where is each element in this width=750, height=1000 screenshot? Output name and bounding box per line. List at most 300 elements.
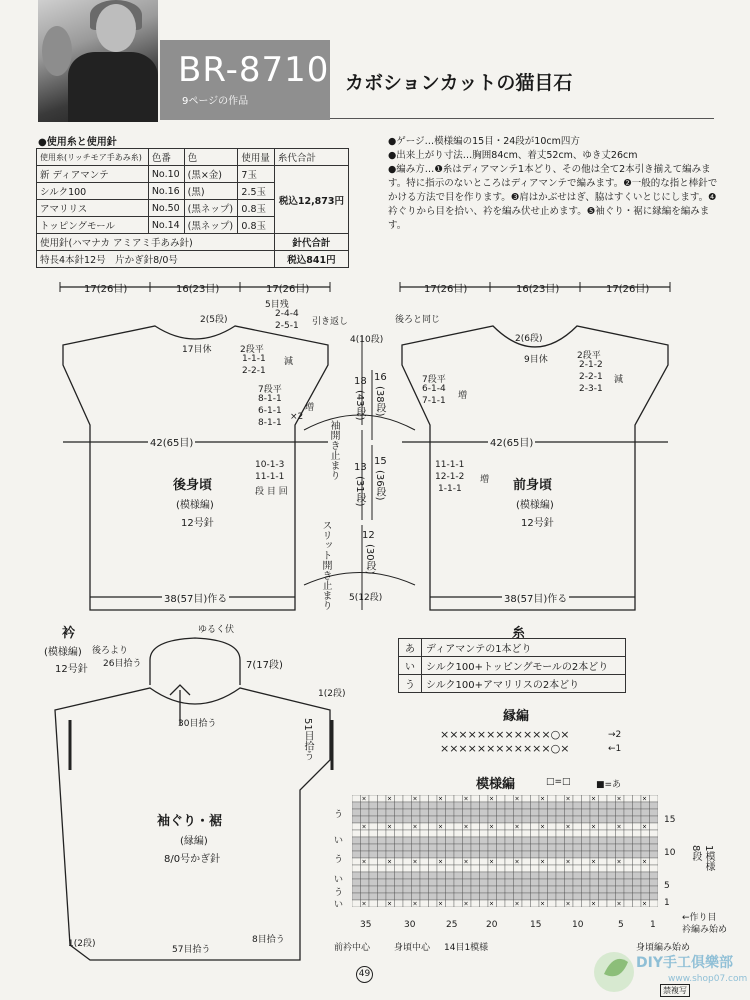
yarn-key-heading: 糸	[512, 626, 526, 641]
chart-cell	[420, 844, 429, 851]
chart-cell	[480, 816, 489, 823]
chart-cell	[446, 879, 455, 886]
chart-cell	[607, 809, 616, 816]
chart-cell	[497, 851, 506, 858]
back-inc-1: 7段平	[258, 385, 282, 395]
col-label-35: 35	[360, 920, 372, 930]
chart-cell	[573, 844, 582, 851]
chart-cell	[429, 795, 438, 802]
chart-cell	[403, 879, 412, 886]
chart-cell	[480, 865, 489, 872]
chart-cell	[437, 830, 446, 837]
chart-cell	[624, 802, 633, 809]
chart-cell	[361, 816, 370, 823]
chart-cell	[361, 809, 370, 816]
chart-cell	[607, 893, 616, 900]
chart-cell	[556, 844, 565, 851]
chart-cross-symbol: ×	[361, 900, 367, 907]
chart-cell	[548, 872, 557, 879]
chart-cell	[514, 879, 523, 886]
chart-cell	[395, 858, 404, 865]
chart-cell	[471, 816, 480, 823]
chart-cell	[599, 851, 608, 858]
chart-cross-symbol: ×	[540, 900, 546, 907]
chart-cell	[395, 837, 404, 844]
chart-cell	[480, 837, 489, 844]
chart-cell	[386, 893, 395, 900]
chart-cell	[573, 886, 582, 893]
chart-cell	[480, 893, 489, 900]
row-label-15: 15	[664, 815, 676, 825]
chart-cell	[352, 802, 361, 809]
chart-cell	[420, 900, 429, 907]
chart-cell	[556, 886, 565, 893]
chart-cell	[505, 830, 514, 837]
chart-cell	[497, 886, 506, 893]
chart-cell	[429, 823, 438, 830]
chart-cell	[573, 851, 582, 858]
back-neck-dec-3: 2-2-1	[242, 366, 266, 376]
chart-cell	[369, 823, 378, 830]
chart-cell	[369, 900, 378, 907]
chart-cell	[573, 809, 582, 816]
chart-cell	[641, 879, 650, 886]
chart-cell	[352, 837, 361, 844]
chart-cross-symbol: ×	[489, 858, 495, 866]
chart-cell	[463, 886, 472, 893]
yarn-amount: 0.8玉	[238, 217, 274, 234]
chart-cell	[463, 802, 472, 809]
front-inc-1: 7段平	[422, 375, 446, 385]
chart-cell	[497, 823, 506, 830]
chart-cell	[471, 900, 480, 907]
yarn-name: シルク100	[37, 183, 149, 200]
front-collar-center: 前衿中心	[334, 943, 371, 953]
chart-cell	[514, 851, 523, 858]
chart-cell	[531, 900, 540, 907]
chart-cell	[361, 830, 370, 837]
chart-cell	[454, 879, 463, 886]
chart-cell	[352, 823, 361, 830]
back-dec-label: 減	[284, 357, 294, 367]
chart-cell	[446, 830, 455, 837]
chart-cell	[361, 837, 370, 844]
chart-cell	[565, 893, 574, 900]
chart-cell	[607, 830, 616, 837]
chart-cell	[565, 844, 574, 851]
chart-cell	[522, 809, 531, 816]
chart-cross-symbol: ×	[438, 858, 444, 866]
chart-cell	[531, 823, 540, 830]
chart-cell	[505, 851, 514, 858]
chart-cell	[420, 823, 429, 830]
chart-cell	[641, 865, 650, 872]
chart-cell	[616, 851, 625, 858]
chart-cell	[480, 830, 489, 837]
chart-cell	[437, 844, 446, 851]
chart-cell	[505, 893, 514, 900]
chart-cell	[590, 816, 599, 823]
chart-cell	[429, 900, 438, 907]
chart-cell	[412, 886, 421, 893]
front-neck-center: 9目休	[524, 355, 548, 365]
front-dim-left: 17(26目)	[424, 284, 468, 295]
chart-cell	[531, 865, 540, 872]
chart-cell	[599, 809, 608, 816]
chart-cell	[599, 823, 608, 830]
page-number: 49	[356, 966, 373, 983]
back-neck-dec-2: 1-1-1	[242, 354, 266, 364]
chart-cell	[395, 795, 404, 802]
chart-cross-symbol: ×	[412, 858, 418, 866]
back-dim-left: 17(26目)	[84, 284, 128, 295]
chart-cross-symbol: ×	[412, 823, 418, 831]
chart-cell	[497, 802, 506, 809]
chart-cross-symbol: ×	[361, 858, 367, 866]
chart-cell	[565, 851, 574, 858]
border-row-2: ××××××××××××○×	[440, 728, 570, 741]
chart-cell	[633, 858, 642, 865]
chart-cross-symbol: ×	[438, 900, 444, 907]
chart-cell	[429, 886, 438, 893]
front-neck-dec-2: 2-1-2	[579, 360, 603, 370]
chart-cell	[650, 802, 659, 809]
chart-cell	[488, 844, 497, 851]
chart-cell	[403, 872, 412, 879]
col-label-20: 20	[486, 920, 498, 930]
chart-cell	[565, 837, 574, 844]
chart-cell	[446, 823, 455, 830]
chart-cell	[429, 844, 438, 851]
chart-cell	[548, 879, 557, 886]
chart-cell	[480, 879, 489, 886]
chart-cell	[403, 816, 412, 823]
dim-16: 16	[374, 372, 387, 383]
chart-cell	[446, 837, 455, 844]
side-mark: い	[334, 836, 344, 846]
chart-cell	[361, 865, 370, 872]
chart-cell	[650, 900, 659, 907]
chart-cell	[531, 809, 540, 816]
chart-cell	[548, 900, 557, 907]
chart-cell	[514, 837, 523, 844]
chart-cell	[454, 858, 463, 865]
chart-cell	[633, 802, 642, 809]
chart-cell	[480, 872, 489, 879]
chart-cell	[624, 858, 633, 865]
chart-cell	[514, 872, 523, 879]
chart-cell	[471, 851, 480, 858]
yarn-key-mark: い	[399, 657, 422, 675]
chart-cell	[446, 816, 455, 823]
repeat-rows: 8段	[690, 845, 701, 862]
chart-cell	[599, 900, 608, 907]
chart-cell	[616, 837, 625, 844]
chart-cell	[539, 886, 548, 893]
pattern-legend-2: ■=あ	[596, 780, 622, 790]
chart-cell	[616, 879, 625, 886]
chart-cell	[582, 844, 591, 851]
chart-cell	[497, 795, 506, 802]
back-neck-dec-1: 2段平	[240, 345, 264, 355]
chart-cell	[607, 802, 616, 809]
chart-cell	[514, 865, 523, 872]
chart-cell	[556, 865, 565, 872]
chart-cell	[573, 872, 582, 879]
yarn-color: (黒×金)	[184, 166, 238, 183]
chart-cell	[463, 816, 472, 823]
front-cast-on: 38(57目)作る	[502, 590, 569, 605]
chart-cell	[412, 893, 421, 900]
chart-cell	[514, 802, 523, 809]
chart-cell	[599, 844, 608, 851]
side-mark: い	[334, 875, 344, 885]
chart-cell	[522, 844, 531, 851]
back-shoulder-dec-2: 2-5-1	[275, 321, 299, 331]
chart-cell	[463, 865, 472, 872]
chart-cell	[548, 809, 557, 816]
page-reference: 9ページの作品	[182, 96, 249, 107]
chart-cell	[471, 844, 480, 851]
chart-cell	[505, 844, 514, 851]
chart-cell	[590, 809, 599, 816]
note-body-start: 身頃編み始め	[636, 943, 691, 953]
front-dim-center: 16(23目)	[516, 284, 560, 295]
chart-cell	[437, 802, 446, 809]
chart-cell	[505, 795, 514, 802]
chart-cell	[548, 830, 557, 837]
chart-cell	[480, 795, 489, 802]
chart-cell	[522, 893, 531, 900]
body-center: 身頃中心	[394, 943, 431, 953]
dim-16-rows: (38段)	[374, 386, 385, 417]
chart-cell	[531, 886, 540, 893]
chart-cell	[429, 858, 438, 865]
chart-cell	[352, 893, 361, 900]
method-note: ●編み方…❶糸はディアマンテ1本どり、その他は全て2本引き揃えて編みます。特に指示のないところはディアマンテで編みます。❷一般的な指と棒針でかける方法で目を作ります。❸肩はかぶせはぎ、脇はすくいとじにします。❹衿ぐりから目を拾い、衿を編み伏せ止めます。❺袖ぐり・裾に縁編を編みます。	[388, 164, 718, 231]
yarn-color-no: No.50	[148, 200, 184, 217]
edging-name: 袖ぐり・裾	[157, 814, 223, 829]
chart-cell	[556, 837, 565, 844]
chart-cell	[505, 837, 514, 844]
chart-cell	[437, 837, 446, 844]
chart-cross-symbol: ×	[642, 858, 648, 866]
chart-cell	[539, 844, 548, 851]
chart-cross-symbol: ×	[565, 795, 571, 803]
chart-cell	[412, 802, 421, 809]
chart-cell	[378, 879, 387, 886]
chart-cell	[403, 802, 412, 809]
chart-cell	[454, 886, 463, 893]
needles-total-label: 針代合計	[274, 234, 348, 251]
chart-cell	[624, 816, 633, 823]
chart-cell	[641, 893, 650, 900]
chart-cross-symbol: ×	[463, 823, 469, 831]
copyright-badge: 禁複写	[660, 984, 690, 997]
chart-cell	[531, 879, 540, 886]
chart-cell	[573, 823, 582, 830]
chart-cell	[556, 879, 565, 886]
chart-cell	[616, 802, 625, 809]
chart-cell	[624, 823, 633, 830]
chart-cell	[590, 830, 599, 837]
chart-cell	[590, 879, 599, 886]
chart-cell	[361, 879, 370, 886]
chart-cell	[607, 795, 616, 802]
collar-pick-back-1: 後ろより	[92, 646, 129, 656]
chart-cell	[556, 872, 565, 879]
front-neck-dec-1: 2段平	[577, 351, 601, 361]
yarn-color-no: No.10	[148, 166, 184, 183]
chart-cell	[403, 809, 412, 816]
chart-cell	[624, 809, 633, 816]
chart-cell	[352, 830, 361, 837]
side-mark: い	[334, 900, 344, 910]
chart-cell	[505, 858, 514, 865]
chart-cell	[531, 893, 540, 900]
chart-cell	[437, 879, 446, 886]
chart-cell	[446, 844, 455, 851]
chart-cell	[446, 858, 455, 865]
chart-cell	[522, 802, 531, 809]
chart-cell	[633, 900, 642, 907]
chart-cell	[590, 802, 599, 809]
chart-cell	[531, 858, 540, 865]
chart-cell	[548, 802, 557, 809]
chart-cell	[488, 893, 497, 900]
chart-cell	[556, 830, 565, 837]
site-logo	[590, 944, 750, 1000]
chart-cell	[633, 809, 642, 816]
back-dim-center: 16(23目)	[176, 284, 220, 295]
border-chart-heading: 縁編	[503, 709, 530, 724]
chart-cell	[641, 844, 650, 851]
yarn-name: 新 ディアマンテ	[37, 166, 149, 183]
chart-cell	[565, 816, 574, 823]
pattern-legend-1: □=□	[546, 777, 571, 787]
chart-cell	[556, 858, 565, 865]
repeat-motif: 1模様	[703, 845, 714, 872]
chart-cell	[522, 851, 531, 858]
chart-cell	[556, 851, 565, 858]
chart-cell	[369, 844, 378, 851]
chart-cell	[480, 802, 489, 809]
chart-cell	[352, 900, 361, 907]
chart-cell	[633, 893, 642, 900]
chart-cell	[471, 795, 480, 802]
chart-cell	[548, 851, 557, 858]
chart-cell	[446, 795, 455, 802]
chart-cell	[573, 837, 582, 844]
gauge-note: ●ゲージ…模様編の15目・24段が10cm四方	[388, 136, 580, 147]
chart-cell	[607, 823, 616, 830]
chart-cross-symbol: ×	[616, 795, 622, 803]
edging-left-rows: 1(2段)	[68, 939, 96, 949]
chart-cell	[488, 837, 497, 844]
chart-cell	[616, 865, 625, 872]
chart-cell	[420, 816, 429, 823]
yarn-key-desc: シルク100+アマリリスの2本どり	[422, 675, 626, 693]
chart-cell	[471, 809, 480, 816]
back-inc-lower-2: 11-1-1	[255, 472, 285, 482]
chart-cell	[412, 809, 421, 816]
chart-cell	[565, 809, 574, 816]
chart-cell	[361, 893, 370, 900]
chart-cell	[607, 886, 616, 893]
chart-cell	[607, 844, 616, 851]
chart-cell	[539, 830, 548, 837]
edging-side-pick: 8目拾う	[252, 935, 285, 945]
chart-cell	[386, 879, 395, 886]
chart-cell	[454, 823, 463, 830]
chart-cell	[650, 837, 659, 844]
chart-cell	[616, 886, 625, 893]
back-body-name: 後身頃	[173, 478, 213, 493]
chart-cell	[599, 872, 608, 879]
chart-cell	[607, 837, 616, 844]
chart-cell	[412, 816, 421, 823]
chart-cell	[565, 865, 574, 872]
chart-cell	[505, 823, 514, 830]
chart-cell	[514, 886, 523, 893]
chart-cell	[650, 816, 659, 823]
collar-name: 衿	[62, 626, 76, 641]
chart-cell	[463, 879, 472, 886]
chart-cell	[633, 837, 642, 844]
chart-cell	[454, 844, 463, 851]
chart-cell	[395, 844, 404, 851]
chart-cell	[454, 851, 463, 858]
chart-cell	[471, 879, 480, 886]
chart-cell	[573, 795, 582, 802]
chart-cell	[463, 837, 472, 844]
chart-cell	[650, 886, 659, 893]
chart-cell	[590, 886, 599, 893]
chart-cross-symbol: ×	[540, 823, 546, 831]
chart-cell	[624, 886, 633, 893]
chart-cell	[488, 865, 497, 872]
chart-cell	[454, 802, 463, 809]
chart-cell	[361, 872, 370, 879]
chart-cross-symbol: ×	[361, 823, 367, 831]
chart-cell	[650, 865, 659, 872]
chart-cell	[582, 830, 591, 837]
chart-cell	[369, 809, 378, 816]
chart-cross-symbol: ×	[565, 900, 571, 907]
chart-cell	[522, 865, 531, 872]
back-pull-back: 引き返し	[312, 317, 349, 327]
chart-cell	[641, 802, 650, 809]
chart-cell	[395, 830, 404, 837]
chart-cell	[497, 872, 506, 879]
chart-cell	[454, 865, 463, 872]
col-yarn: 使用糸(リッチモア手あみ糸)	[37, 149, 149, 166]
yarn-key-mark: う	[399, 675, 422, 693]
chart-cell	[386, 851, 395, 858]
chart-cell	[599, 795, 608, 802]
chart-cell	[463, 844, 472, 851]
chart-cell	[369, 858, 378, 865]
chart-cell	[624, 830, 633, 837]
front-neck-dec-3: 2-2-1	[579, 372, 603, 382]
chart-cell	[556, 816, 565, 823]
chart-cell	[395, 872, 404, 879]
chart-cell	[607, 879, 616, 886]
chart-cell	[395, 893, 404, 900]
side-mark: う	[334, 810, 344, 820]
chart-cell	[420, 802, 429, 809]
back-shoulder-dec-1: 2-4-4	[275, 309, 299, 319]
